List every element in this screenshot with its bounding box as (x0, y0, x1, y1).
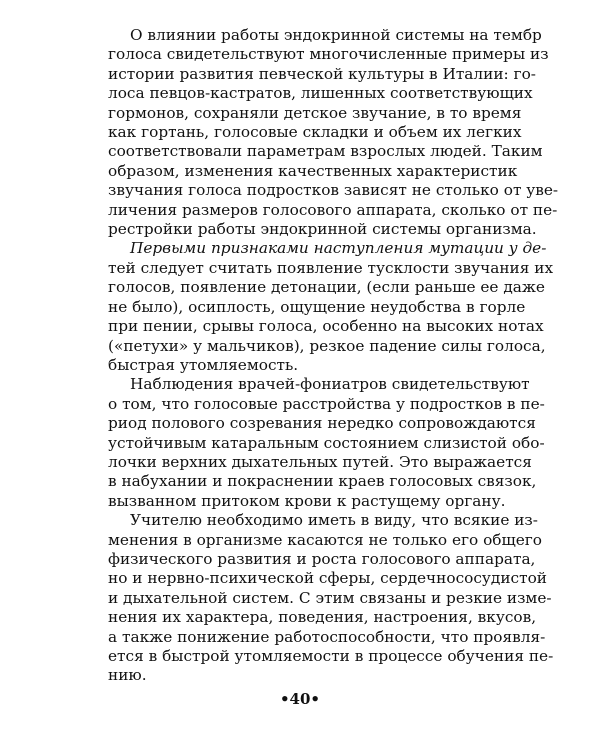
paragraph-1 (108, 26, 559, 239)
text-line: при пении, срывы голоса, особенно на высоких нотах (108, 317, 544, 336)
text-line: звучания голоса подростков зависят не столько от уве- (108, 181, 559, 200)
text-line: тей следует считать появление тусклости звучания их (108, 258, 554, 277)
paragraph-3 (108, 375, 545, 511)
text-line: и дыхательной систем. С этим связаны и резкие изме- (108, 588, 552, 607)
text-line: соответствовали параметрам взрослых людей. Таким (108, 142, 543, 161)
text-line: нения их характера, поведения, настроения, вкусов, (108, 608, 537, 627)
paragraph-4 (108, 511, 554, 686)
text-line: быстрая утомляемость. (108, 355, 299, 374)
text-line: как гортань, голосовые складки и объем их легких (108, 123, 522, 142)
text-line: голоса свидетельствуют многочисленные примеры из (108, 45, 549, 64)
text-line: физического развития и роста голосового аппарата, (108, 549, 536, 568)
text-line: образом, изменения качественных характеристик (108, 161, 518, 180)
text-line: ется в быстрой утомляемости в процессе обучения пе- (108, 647, 554, 665)
text-line: устойчивым катаральным состоянием слизистой обо- (108, 433, 545, 452)
text-line: лочки верхних дыхательных путей. Это выражается (108, 452, 532, 471)
paragraph-2 (108, 239, 554, 375)
text-line: («петухи» у мальчиков), резкое падение силы голоса, (108, 336, 546, 355)
text-line: голосов, появление детонации, (если раньше ее даже (108, 278, 545, 297)
text-line: но и нервно-психической сферы, сердечнососудистой (108, 569, 547, 588)
text-line: о том, что голосовые расстройства у подростков в пе- (108, 394, 545, 413)
text-line: вызванном притоком крови к растущему органу. (108, 491, 506, 510)
text-line: лоса певцов-кастратов, лишенных соответствующих (108, 84, 533, 103)
italic-lead-line: Первыми признаками наступления мутации у де- (130, 239, 547, 258)
text-line: нию. (108, 666, 147, 685)
text-line: риод полового созревания нередко сопровождаются (108, 414, 536, 433)
page-number: •40• (279, 690, 321, 708)
text-line: а также понижение работоспособности, что проявля- (108, 627, 546, 646)
body-text (108, 26, 559, 686)
text-line: личения размеров голосового аппарата, сколько от пе- (108, 200, 558, 219)
text-line: О влиянии работы эндокринной системы на тембр (130, 26, 542, 44)
text-line: рестройки работы эндокринной системы организма. (108, 220, 537, 239)
text-line: менения в организме касаются не только его общего (108, 530, 543, 549)
text-line: не было), осиплость, ощущение неудобства в горле (108, 297, 526, 316)
text-line: гормонов, сохраняли детское звучание, в то время (108, 103, 522, 122)
text-line: Учителю необходимо иметь в виду, что всякие из- (130, 511, 538, 530)
text-line: в набухании и покраснении краев голосовых связок, (108, 472, 537, 491)
text-line: истории развития певческой культуры в Италии: го- (108, 64, 536, 83)
text-line: Наблюдения врачей-фониатров свидетельствуют (130, 375, 530, 394)
